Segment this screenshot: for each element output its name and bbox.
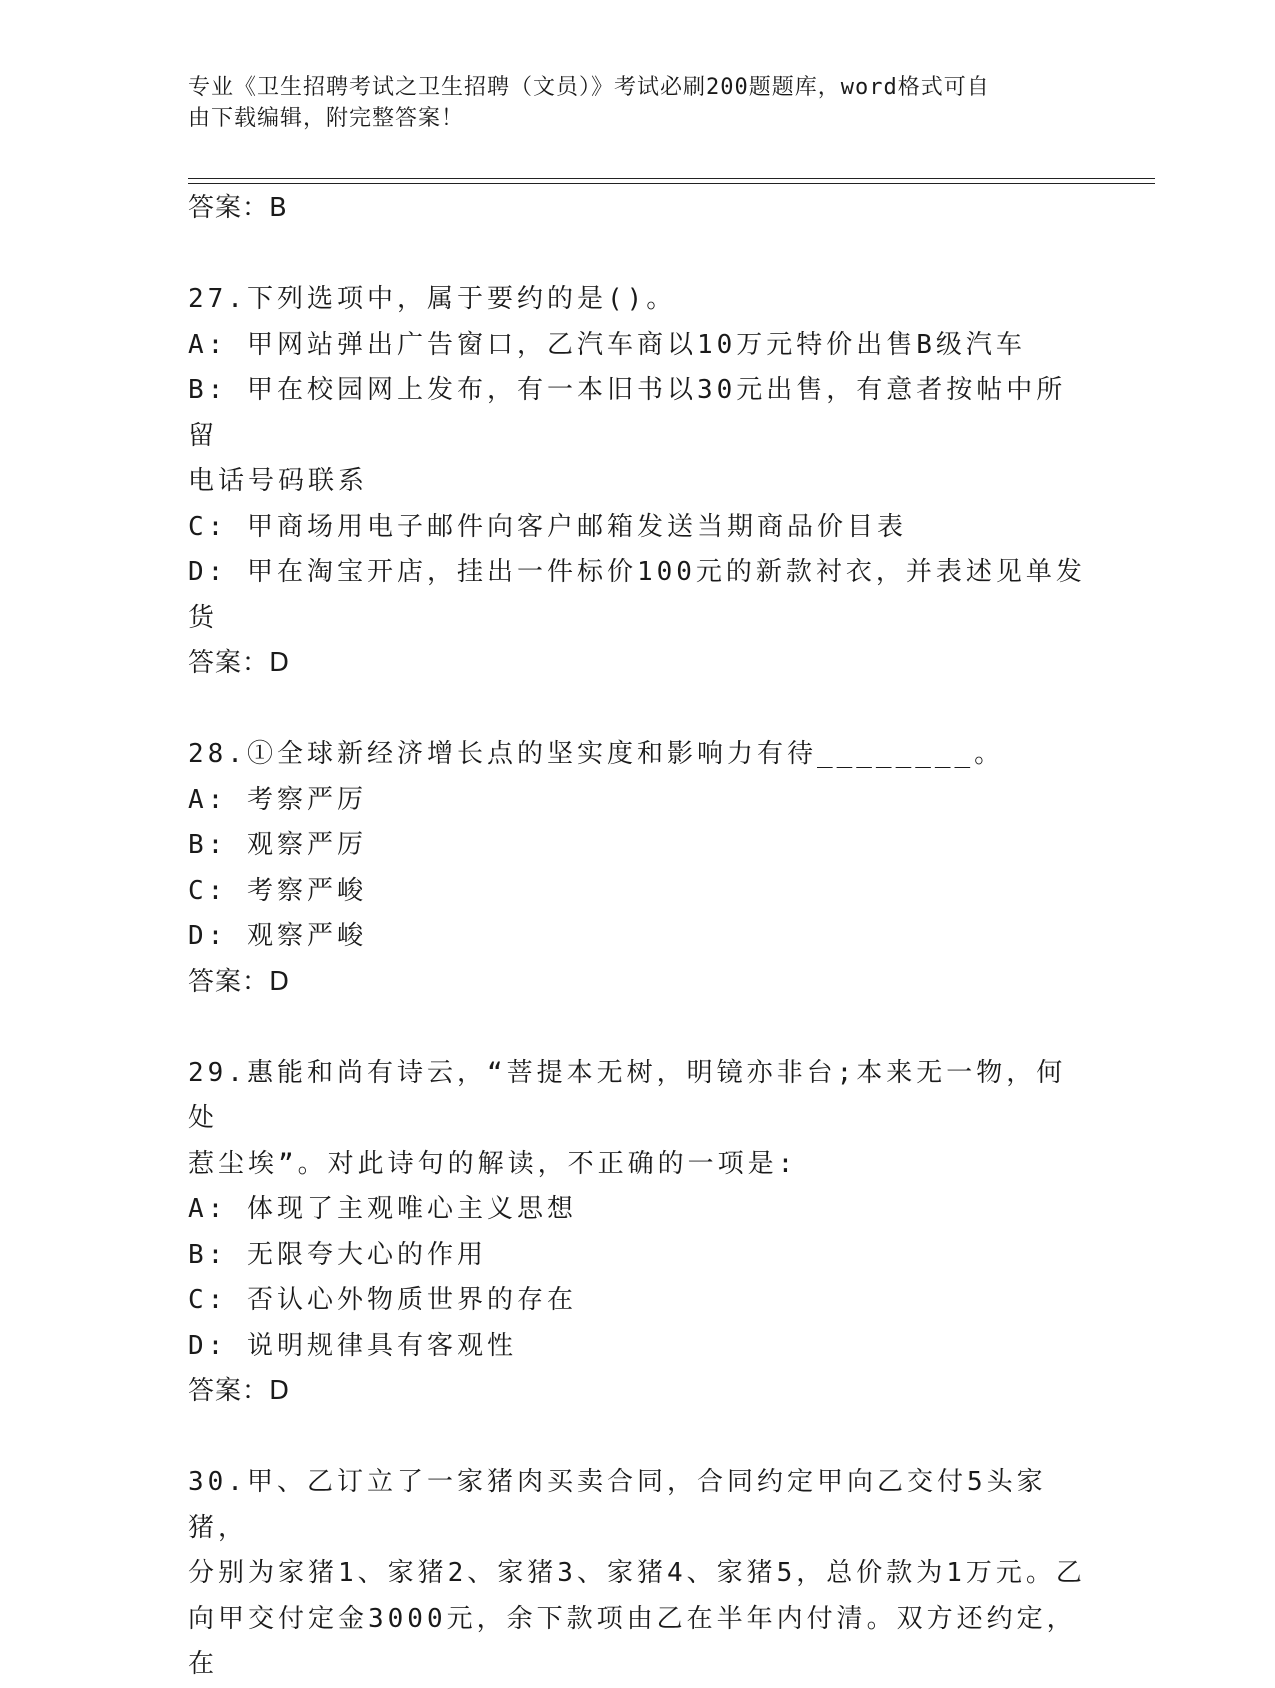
spacer xyxy=(188,1005,1088,1051)
option-d: D: 甲在淘宝开店，挂出一件标价100元的新款衬衣，并表述见单发货 xyxy=(188,557,1086,633)
question-stem: 29.惠能和尚有诗云，“菩提本无树，明镜亦非台;本来无一物，何处 xyxy=(188,1057,1067,1133)
header-divider xyxy=(188,178,1155,184)
header-line: 专业《卫生招聘考试之卫生招聘（文员）》考试必刷200题题库，word格式可自 xyxy=(188,75,990,100)
question-29 xyxy=(188,1051,1088,1415)
option-b-continued: 电话号码联系 xyxy=(188,466,369,496)
answer-line: 答案：D xyxy=(188,1376,291,1406)
option-b: B: 甲在校园网上发布，有一本旧书以30元出售，有意者按帖中所留 xyxy=(188,375,1067,451)
option-a: A: 考察严厉 xyxy=(188,784,367,815)
option-a: A: 体现了主观唯心主义思想 xyxy=(188,1194,577,1224)
header-line: 由下载编辑，附完整答案！ xyxy=(188,106,465,131)
answer-line: 答案：B xyxy=(188,193,288,223)
question-stem: 28.①全球新经济增长点的坚实度和影响力有待________。 xyxy=(188,739,1005,769)
spacer xyxy=(188,232,1088,278)
document-body xyxy=(188,186,1088,1688)
option-a: A: 甲网站弹出广告窗口，乙汽车商以10万元特价出售B级汽车 xyxy=(188,329,1026,360)
option-c: C: 考察严峻 xyxy=(188,875,367,906)
question-30 xyxy=(188,1460,1088,1688)
option-d: D: 观察严峻 xyxy=(188,921,367,951)
option-d: D: 说明规律具有客观性 xyxy=(188,1330,517,1361)
spacer xyxy=(188,687,1088,733)
question-28 xyxy=(188,732,1088,1005)
question-stem-continued: 分别为家猪1、家猪2、家猪3、家猪4、家猪5，总价款为1万元。乙 xyxy=(188,1558,1086,1588)
option-c: C: 甲商场用电子邮件向客户邮箱发送当期商品价目表 xyxy=(188,511,907,542)
answer-line: 答案：D xyxy=(188,966,291,997)
answer-line: 答案：D xyxy=(188,648,291,678)
spacer xyxy=(188,1415,1088,1461)
option-b: B: 观察严厉 xyxy=(188,830,367,860)
question-stem-continued: 惹尘埃”。对此诗句的解读，不正确的一项是: xyxy=(188,1148,798,1179)
option-b: B: 无限夸大心的作用 xyxy=(188,1239,487,1270)
question-stem-continued: 向甲交付定金3000元，余下款项由乙在半年内付清。双方还约定，在 xyxy=(188,1603,1077,1679)
question-27 xyxy=(188,277,1088,687)
option-c: C: 否认心外物质世界的存在 xyxy=(188,1285,577,1315)
page-header xyxy=(188,72,1068,134)
question-stem: 30.甲、乙订立了一家猪肉买卖合同，合同约定甲向乙交付5头家猪， xyxy=(188,1467,1047,1543)
question-stem: 27.下列选项中，属于要约的是()。 xyxy=(188,284,677,314)
